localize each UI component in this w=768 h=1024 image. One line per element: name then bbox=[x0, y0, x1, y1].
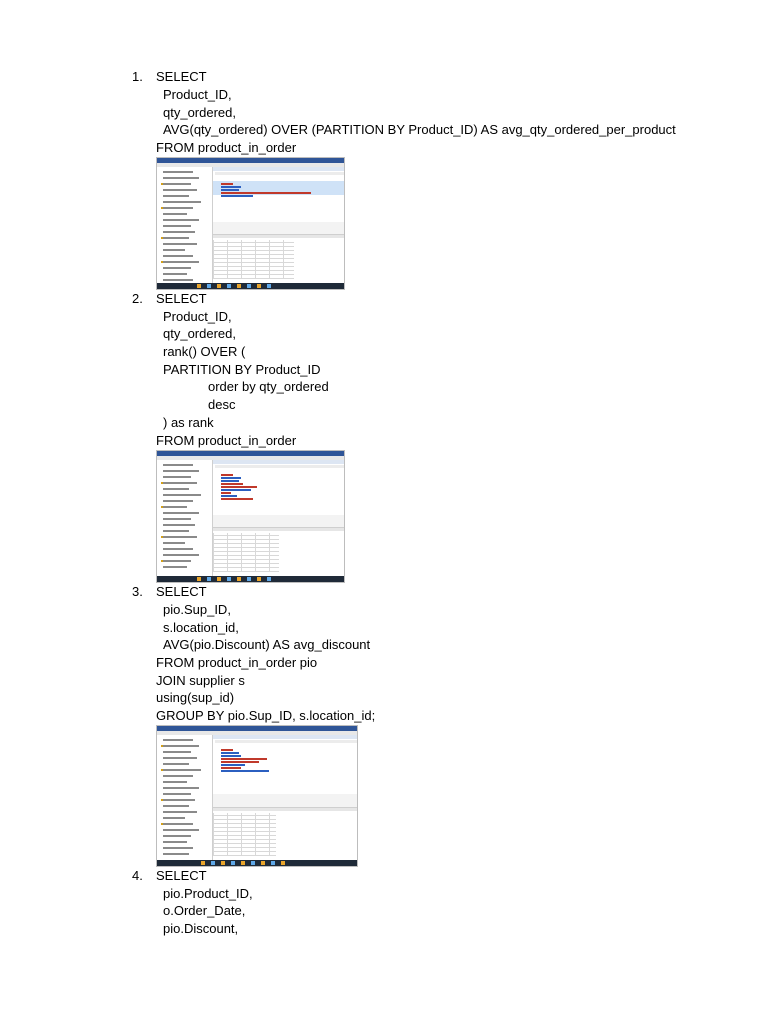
sql-line: FROM product_in_order bbox=[156, 140, 297, 155]
sql-line: rank() OVER ( bbox=[163, 344, 246, 359]
sql-line: qty_ordered, bbox=[163, 105, 236, 120]
sql-line: SELECT bbox=[156, 291, 207, 306]
sql-line: PARTITION BY Product_ID bbox=[163, 362, 321, 377]
list-number: 3. bbox=[132, 584, 143, 599]
sql-line: pio.Sup_ID, bbox=[163, 602, 231, 617]
sql-line: qty_ordered, bbox=[163, 326, 236, 341]
sql-line: pio.Discount, bbox=[163, 921, 239, 936]
sql-line: GROUP BY pio.Sup_ID, s.location_id; bbox=[156, 708, 376, 723]
sql-line: SELECT bbox=[156, 69, 207, 84]
list-number: 4. bbox=[132, 868, 143, 883]
sql-line: o.Order_Date, bbox=[163, 903, 246, 918]
pgadmin-query-screenshot bbox=[156, 725, 358, 867]
sql-line: AVG(qty_ordered) OVER (PARTITION BY Product_ID) AS avg_qty_ordered_per_product bbox=[163, 122, 676, 137]
sql-line: Product_ID, bbox=[163, 87, 232, 102]
sql-line: order by qty_ordered bbox=[208, 379, 329, 394]
sql-line: FROM product_in_order pio bbox=[156, 655, 318, 670]
sql-line: FROM product_in_order bbox=[156, 433, 297, 448]
sql-line: pio.Product_ID, bbox=[163, 886, 253, 901]
pgadmin-query-screenshot bbox=[156, 157, 345, 290]
sql-line: AVG(pio.Discount) AS avg_discount bbox=[163, 637, 371, 652]
list-number: 1. bbox=[132, 69, 143, 84]
sql-line: SELECT bbox=[156, 584, 207, 599]
pgadmin-query-screenshot bbox=[156, 450, 345, 583]
sql-line: desc bbox=[208, 397, 236, 412]
sql-line: JOIN supplier s bbox=[156, 673, 245, 688]
list-number: 2. bbox=[132, 291, 143, 306]
sql-line: SELECT bbox=[156, 868, 207, 883]
sql-line: ) as rank bbox=[163, 415, 214, 430]
sql-line: s.location_id, bbox=[163, 620, 239, 635]
sql-line: Product_ID, bbox=[163, 309, 232, 324]
sql-line: using(sup_id) bbox=[156, 690, 235, 705]
